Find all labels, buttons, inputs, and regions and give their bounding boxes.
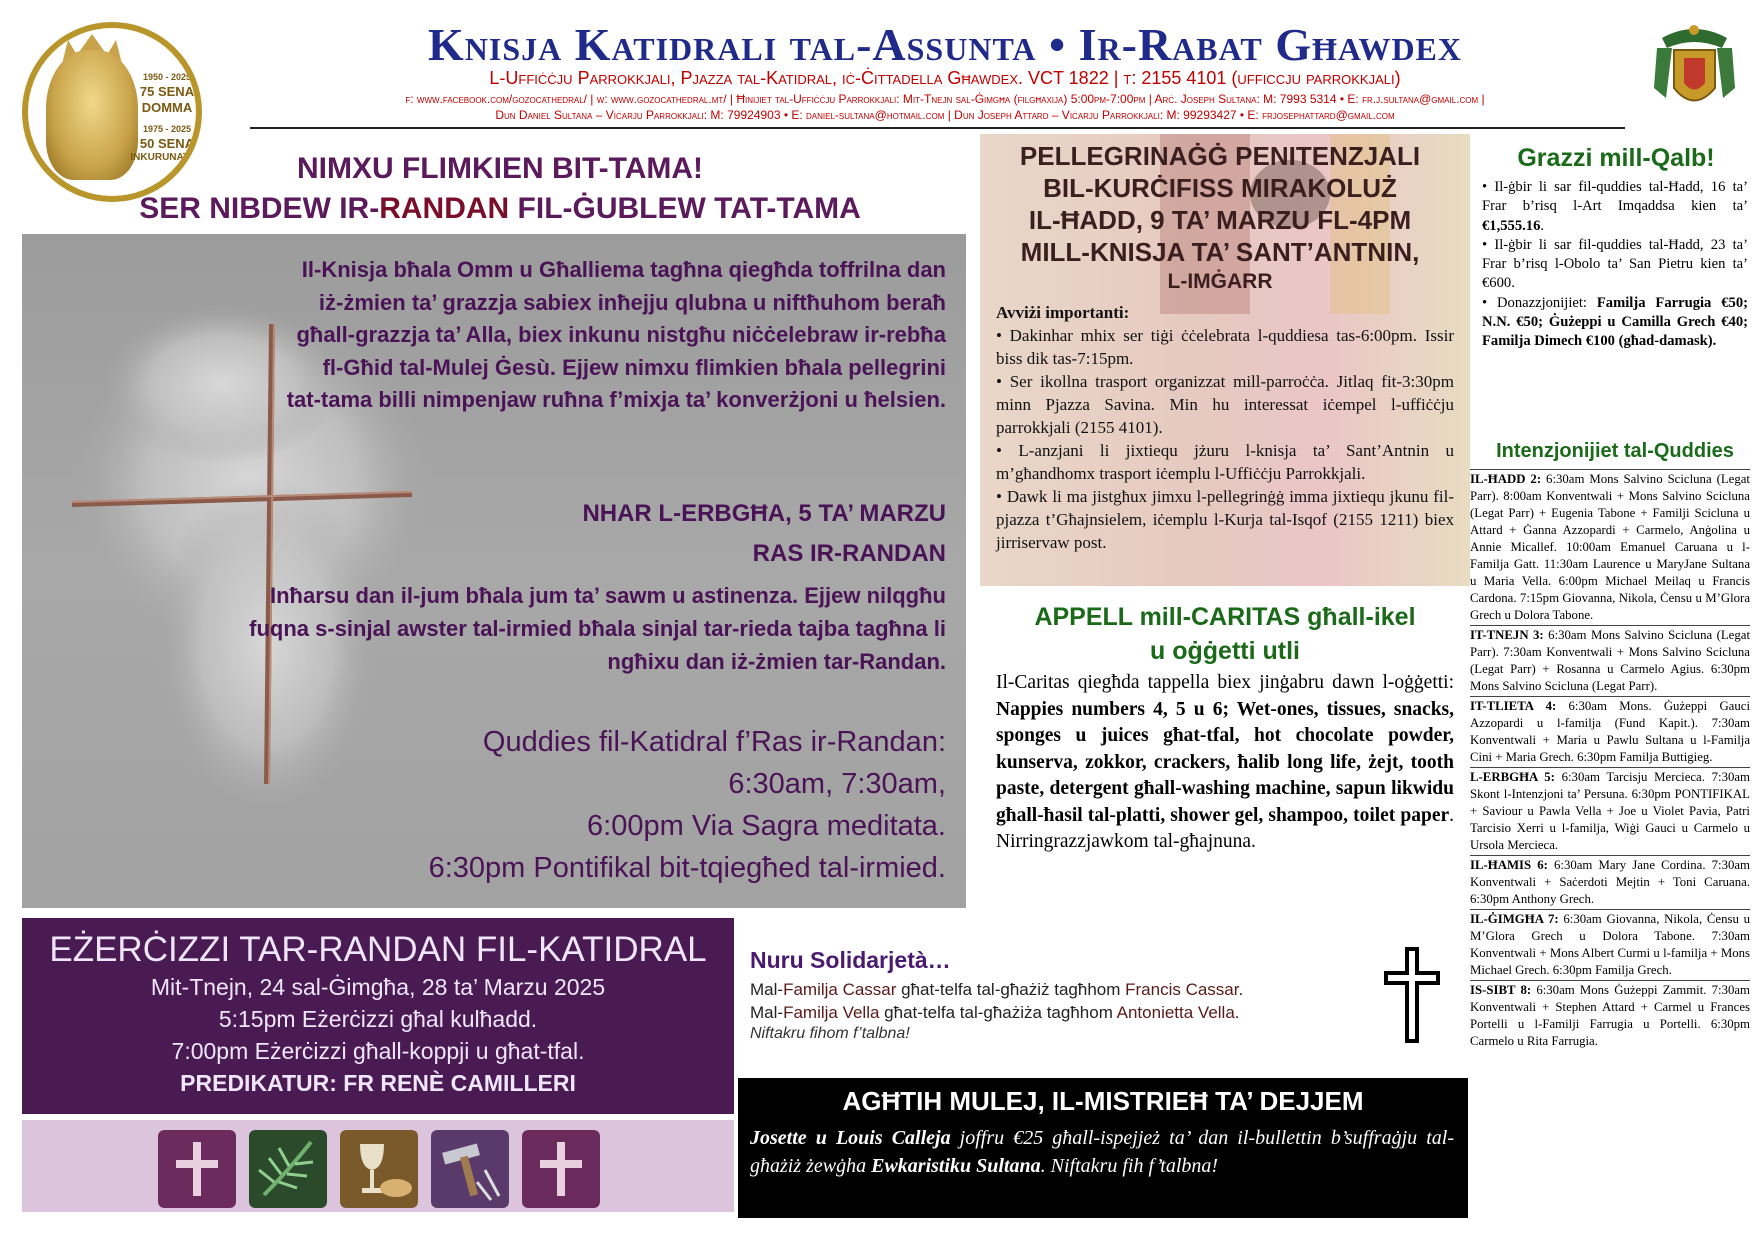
ash-cross-icon-2 (522, 1130, 600, 1208)
donations (1482, 294, 1748, 352)
intention-day (1470, 911, 1750, 979)
parish-office-address: L-Uffiċċju Parrokkjali, Pjazza tal-Katidral, iċ-Ċittadella Għawdex. VCT 1822 | t: 2155 4101 (ufficcju parrokkjali) (489, 68, 1401, 88)
chalice-bread-icon (340, 1130, 418, 1208)
cross-icon (1380, 945, 1444, 1045)
intention-day-text: 6:30am Mons Ġużeppi Zammit. 7:30am Konventwali + Stephen Attard + Carmel u Frances Portelli u l-Familji Farrugia u Portelli. 6:30pm Carmelo u Rita Farrugia. (1470, 983, 1751, 1048)
intention-day (1470, 471, 1750, 624)
caritas-appeal-subtitle: u oġġetti utli (1150, 637, 1300, 665)
retreat-title: EŻERĊIZZI TAR-RANDAN FIL-KATIDRAL (49, 930, 707, 969)
palm-icon (249, 1130, 327, 1208)
ash-cross-icon (158, 1130, 236, 1208)
ash-wednesday-date: NHAR L-ERBGĦA, 5 TA’ MARZU (582, 500, 946, 527)
pilgrimage-line-2: BIL-KURĊIFISS MIRAKOLUŻ (1043, 173, 1397, 203)
eternal-rest-text (750, 1124, 1454, 1180)
divider (1470, 696, 1750, 697)
condolence-prefix: Mal- (750, 1003, 784, 1022)
intention-day-text: 6:30am Mons Salvino Scicluna (Legat Parr). 8:00am Konventwali + Mons Salvino Scicluna (Legat Parr) + Eugenia Tabone + Familji Scicluna u Attard + Ġanna Azzopardi + Carmelo, Anġolina u Annie Micallef. 10:00am Emanuel Caruana u l-Familja Gatt. 11:30am Laurence u MaryJane Sultana u Maria Vella. 6:00pm Michael Meilaq u Francis Cardona. 7:15pm Giovanna, Nikola, Ċensu u M’Glora Grech u Dolora Tabone. (1470, 472, 1750, 622)
pilgrimage-line-3: IL-ĦADD, 9 TA’ MARZU FL-4PM (1028, 205, 1412, 235)
donations-list: Familja Farrugia €50; N.N. €50; Ġużeppi u Camilla Grech €40; Familja Dimech €100 (għad-damask). (1482, 294, 1748, 350)
notice-item: • Dakinhar mhix ser tiġi ċċelebrata l-quddiesa tas-6:00pm. Issir biss dik tas-7:15pm. (996, 326, 1454, 368)
notice-item: • L-anzjani li jixtiequ jżuru l-knisja ta’ Sant’Antnin u m’għandhomx trasport iċemplu l-Uffiċċju Parrokkjali. (996, 441, 1454, 483)
condolence-end: . (1234, 1003, 1240, 1022)
ash-wednesday-title: RAS IR-RANDAN (752, 540, 946, 567)
intention-day (1470, 627, 1750, 695)
important-notices (996, 301, 1454, 554)
divider (1470, 855, 1750, 856)
mass-times-line-2: 6:00pm Via Sagra meditata. (587, 810, 946, 842)
fasting-paragraph: Inħarsu dan il-jum bħala jum ta’ sawm u astinenza. Ejjew nilqgħu fuqna s-sinjal awster tal-irmied bħala sinjal tar-rieda tajba tagħna li ngħixu dan iż-żmien tar-Randan. (249, 583, 946, 674)
mass-intentions-list (1470, 468, 1750, 1050)
lent-subheading-post: FIL-ĠUBLEW TAT-TAMA (509, 192, 861, 225)
contact-line-1: f: www.facebook.com/gozocathedral/ | w: www.gozocathedral.mt/ | Ħinijiet tal-Uffiċċju Parrokkjali: Mit-Tnejn sal-Ġimgħa (filgħaxija) 5:00pm-7:00pm | Arċ. Joseph Sultana: M: 7993 5314 • E: fr.j.sultana@gmail.com | (405, 92, 1485, 106)
logo-anniversary-2: 50 SENA (139, 136, 195, 151)
hammer-nails-icon (431, 1130, 509, 1208)
caritas-text-intro: Il-Caritas qiegħda tappella biex jinġabru dawn l-oġġetti: (996, 672, 1454, 693)
retreat-time-1: 5:15pm Eżerċizzi għal kulħadd. (218, 1006, 538, 1032)
notice-item: • Ser ikollna trasport organizzat mill-parroċċa. Jitlaq fit-3:30pm minn Pjazza Savina. Min hu interessat iċempel l-uffiċċju parrokkjali (2155 4101). (996, 372, 1454, 437)
eternal-rest-end: . Niftakru fih f’talbna! (1040, 1155, 1219, 1177)
logo-anniversary-2b: INKURUNATA (130, 152, 196, 163)
retreat-preacher: PREDIKATUR: FR RENÈ CAMILLERI (180, 1070, 576, 1096)
lent-subheading-pre: SER NIBDEW IR- (139, 192, 380, 225)
collection-1-amount: €1,555.16 (1482, 217, 1541, 234)
divider (1470, 980, 1750, 981)
intention-day-label: IT-TNEJN 3: (1470, 628, 1544, 642)
mass-times-heading: Quddies fil-Katidral f’Ras ir-Randan: (482, 726, 946, 758)
intention-day (1470, 857, 1750, 908)
intention-day-text: 6:30am Tarcisju Mercieca. 7:30am Skont l-Intenzjoni ta’ Persuna. 6:30pm PONTIFIKAL + Saviour u Pawla Vella + Joe u Violet Pavia, Patri Tarcisio Xerri u l-familja, Wiġi Gauci u Carmelo u Ursola Mercieca. (1470, 770, 1751, 852)
thanks-heading: Grazzi mill-Qalb! (1517, 144, 1715, 172)
logo-years-1: 1950 - 2025 (142, 72, 192, 82)
family-name: Familja Vella (783, 1003, 880, 1022)
intention-day (1470, 698, 1750, 766)
pilgrimage-line-1: PELLEGRINAĠĠ PENITENZJALI (1019, 141, 1421, 171)
intention-day-label: L-ERBGĦA 5: (1470, 770, 1555, 784)
logo-anniversary-1: 75 SENA (139, 84, 195, 99)
logo-years-2: 1975 - 2025 (142, 124, 192, 134)
mass-times-line-3: 6:30pm Pontifikal bit-tqiegħed tal-irmied. (428, 852, 946, 884)
condolence-line-1 (750, 980, 1243, 1000)
intention-day-label: IS-SIBT 8: (1470, 983, 1532, 997)
mass-times-line-1: 6:30am, 7:30am, (728, 768, 946, 800)
deceased-name: Francis Cassar (1125, 980, 1239, 999)
collection-1-text: • Il-ġbir li sar fil-quddies tal-Ħadd, 16 ta’ Frar b’risq l-Art Imqaddsa kien ta’ (1482, 179, 1748, 215)
condolence-text: għat-telfa tal-għażiża tagħhom (879, 1003, 1117, 1022)
retreat-dates: Mit-Tnejn, 24 sal-Ġimgħa, 28 ta’ Marzu 2025 (150, 974, 606, 1000)
lenten-retreat-box (22, 918, 734, 1114)
mass-intentions-heading: Intenzjonijiet tal-Quddies (1496, 440, 1734, 462)
divider (1470, 469, 1750, 470)
caritas-text-thanks: . Nirringrazzjawkom tal-għajnuna. (996, 804, 1454, 852)
notices-heading: Avviżi importanti: (996, 303, 1130, 322)
divider (1470, 767, 1750, 768)
pilgrimage-title (980, 140, 1460, 268)
divider (1470, 625, 1750, 626)
intention-day-text: 6:30am Mons Salvino Scicluna (Legat Parr). 7:30am Konventwali + Mons Salvino Scicluna (Legat Parr) + Rosanna u Carmelo Agius. 6:30pm Mons Salvino Scicluna (Legat Parr). (1470, 628, 1750, 693)
caritas-appeal-text (996, 670, 1454, 856)
ash-wednesday-panel (22, 234, 966, 908)
condolence-text: għat-telfa tal-għażiż tagħhom (896, 980, 1126, 999)
intention-day-label: IL-ĦAMIS 6: (1470, 858, 1548, 872)
deceased-husband: Ewkaristiku Sultana (871, 1155, 1041, 1177)
lent-subheading-emphasis: RANDAN (379, 192, 510, 225)
lent-subheading (20, 192, 980, 226)
pilgrimage-location: L-IMĠARR (1167, 270, 1273, 293)
intention-day (1470, 769, 1750, 854)
lent-intro-paragraph: Il-Knisja bħala Omm u Għalliema tagħna qiegħda toffrilna dan iż-żmien ta’ grazzja sabiex inħejju qlubna u niftħuhom beraħ għall-grazzja ta’ Alla, biex inkunu nistgħu niċċelebraw ir-rebħa fl-Għid tal-Mulej Ġesù. Ejjew nimxu flimkien bħala pellegrini tat-tama billi nimpenjaw ruħna f’mixja ta’ konverżjoni u ħelsien. (286, 257, 946, 412)
retreat-time-2: 7:00pm Eżerċizzi għall-koppji u għat-tfal. (171, 1038, 585, 1064)
intention-day-label: IT-TLIETA 4: (1470, 699, 1557, 713)
eternal-rest-box (738, 1078, 1468, 1218)
caritas-appeal-title: APPELL mill-CARITAS għall-ikel (1034, 603, 1416, 631)
intention-day-text: 6:30am Giovanna, Nikola, Ċensu u M’Glora Grech u Dolora Tabone. 7:30am Konventwali + Mons Albert Curmi u l-familja + Mons Michael Grech. 6:30pm Familja Grech. (1470, 912, 1751, 977)
intention-day-label: IL-ĦADD 2: (1470, 472, 1542, 486)
donor-names: Josette u Louis Calleja (750, 1127, 951, 1149)
intention-day-text: 6:30am Mons. Ġużeppi Gauci Azzopardi u l-familja (Fund Kapit.). 7:30am Konventwali + Maria u Pawlu Sultana u l-Familja Cini + Maria Grech. 6:30pm Familja Buttigieg. (1470, 699, 1750, 764)
pilgrimage-line-4: MILL-KNISJA TA’ SANT’ANTNIN, (1020, 237, 1420, 267)
divider (1470, 909, 1750, 910)
logo-anniversary-1b: DOMMA (141, 100, 193, 115)
eternal-rest-title: AGĦTIH MULEJ, IL-MISTRIEĦ TA’ DEJJEM (842, 1086, 1364, 1116)
family-name: Familja Cassar (783, 980, 897, 999)
remember-in-prayer: Niftakru fihom f’talbna! (750, 1025, 910, 1042)
intention-day-text: 6:30am Mary Jane Cordina. 7:30am Konventwali + Saċerdoti Mejtin + Toni Caruana. 6:30pm Anthony Grech. (1470, 858, 1751, 906)
notice-item: • Dawk li ma jistgħux jimxu l-pellegrinġġ imma jixtiequ jkunu fil-pjazza t’Għajnsielem, iċemplu l-Kurja tal-Isqof (2155 1211) biex jirriservaw post. (996, 487, 1454, 552)
page-title: Knisja Katidrali tal-Assunta • Ir-Rabat Għawdex (427, 19, 1463, 70)
intention-day (1470, 982, 1750, 1050)
thanks-text (1482, 178, 1748, 352)
caritas-items-list: Nappies numbers 4, 5 u 6; Wet-ones, tissues, snacks, sponges u juices għat-tfal, hot chocolate powder, kunserva, zokkor, crackers, ħalib long life, żejt, tooth paste, detergent għall-washing machine, sapun likwidu għall-ħasil tal-platti, shower gel, shampoo, toilet paper (996, 698, 1454, 826)
solidarity-heading: Nuru Solidarjetà… (750, 947, 951, 973)
contact-line-2: Dun Daniel Sultana – Viċarju Parrokkjali: M: 79924903 • E: daniel-sultana@hotmail.com | Dun Joseph Attard – Viċarju Parrokkjali: M: 99293427 • E: frjosephattard@gmail.com (495, 108, 1395, 122)
condolence-line-2 (750, 1003, 1240, 1023)
condolence-prefix: Mal- (750, 980, 784, 999)
donation-text: joffru €25 għall-ispejjeż ta’ dan il-bullettin b’suffraġju tal-għażiż żewġha (750, 1127, 1454, 1177)
lent-symbols-strip (22, 1120, 734, 1212)
intention-day-label: IL-ĠIMGĦA 7: (1470, 912, 1559, 926)
deceased-name: Antonietta Vella (1116, 1003, 1235, 1022)
lent-heading: NIMXU FLIMKIEN BIT-TAMA! (296, 152, 704, 185)
condolence-end: . (1238, 980, 1244, 999)
coat-of-arms-icon (1652, 18, 1737, 118)
collection-2: • Il-ġbir li sar fil-quddies tal-Ħadd, 23 ta’ Frar b’risq l-Obolo ta’ San Pietru kien ta’ €600. (1482, 236, 1748, 292)
header-divider (250, 127, 1625, 129)
donations-label: • Donazzjonijiet: (1482, 294, 1597, 311)
collection-1: • Il-ġbir li sar fil-quddies tal-Ħadd, 16 ta’ Frar b’risq l-Art Imqaddsa kien ta’ €1,555.16. (1482, 179, 1748, 234)
